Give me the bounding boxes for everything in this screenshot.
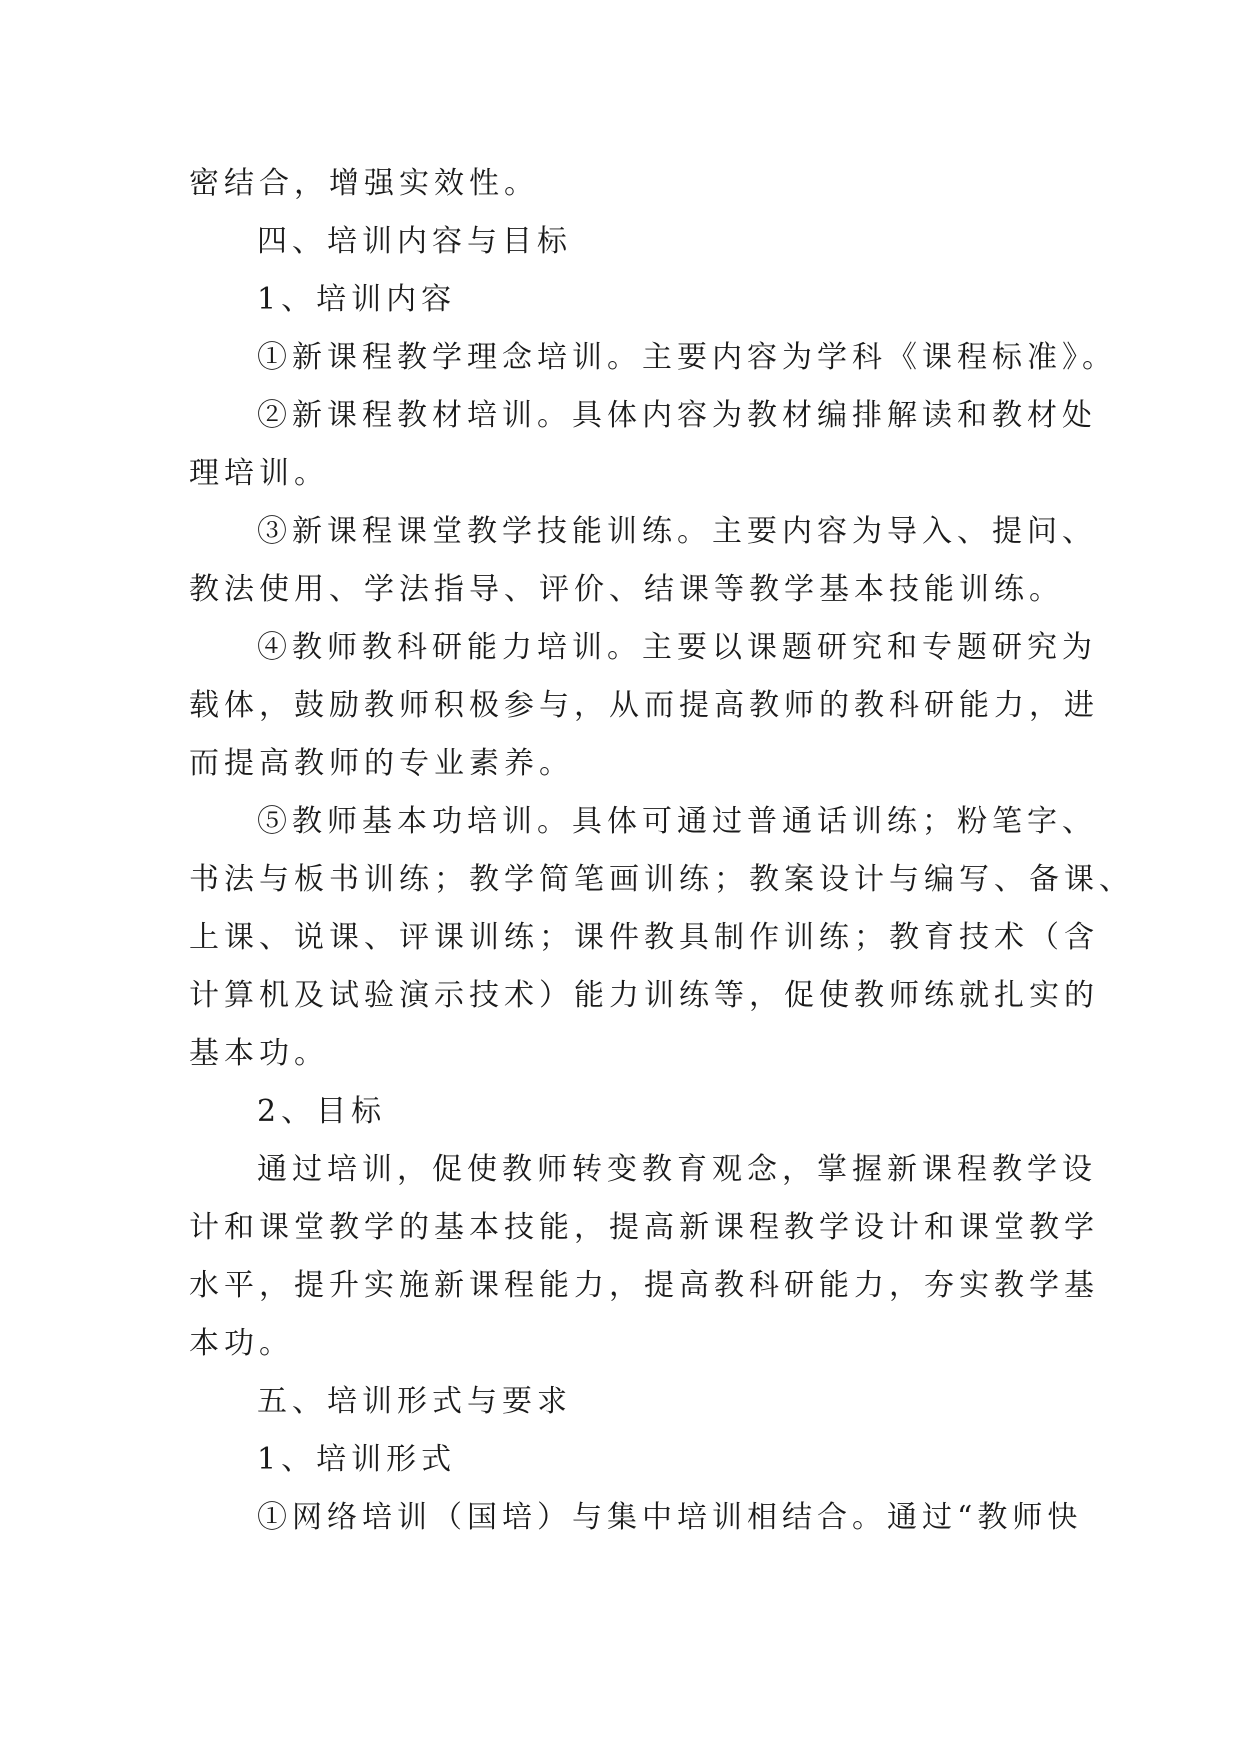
text-line: 载体，鼓励教师积极参与，从而提高教师的教科研能力，进 xyxy=(189,688,1099,723)
text-line: ①网络培训（国培）与集中培训相结合。通过“教师快 xyxy=(257,1500,1083,1535)
text-line: 计算机及试验演示技术）能力训练等，促使教师练就扎实的 xyxy=(189,978,1099,1013)
text-line: 通过培训，促使教师转变教育观念，掌握新课程教学设 xyxy=(257,1152,1097,1187)
text-line: 2、目标 xyxy=(257,1094,387,1129)
text-line: 理培训。 xyxy=(189,456,329,491)
text-line: 五、培训形式与要求 xyxy=(257,1384,572,1419)
text-line: 四、培训内容与目标 xyxy=(257,224,572,259)
text-line: 密结合，增强实效性。 xyxy=(189,166,539,201)
text-line: 教法使用、学法指导、评价、结课等教学基本技能训练。 xyxy=(189,572,1064,607)
text-line: 上课、说课、评课训练；课件教具制作训练；教育技术（含 xyxy=(189,920,1099,955)
text-line: ④教师教科研能力培训。主要以课题研究和专题研究为 xyxy=(257,630,1097,665)
text-line: 计和课堂教学的基本技能，提高新课程教学设计和课堂教学 xyxy=(189,1210,1099,1245)
text-line: ②新课程教材培训。具体内容为教材编排解读和教材处 xyxy=(257,398,1097,433)
text-line: 水平，提升实施新课程能力，提高教科研能力，夯实教学基 xyxy=(189,1268,1099,1303)
text-line: 基本功。 xyxy=(189,1036,329,1071)
document-body xyxy=(189,155,1134,1547)
text-line: ③新课程课堂教学技能训练。主要内容为导入、提问、 xyxy=(257,514,1097,549)
text-line: 而提高教师的专业素养。 xyxy=(189,746,574,781)
text-line: 1、培训形式 xyxy=(257,1442,457,1477)
text-line: 本功。 xyxy=(189,1326,294,1361)
text-line: ①新课程教学理念培训。主要内容为学科《课程标准》。 xyxy=(257,340,1117,375)
text-line: ⑤教师基本功培训。具体可通过普通话训练；粉笔字、 xyxy=(257,804,1097,839)
text-line: 书法与板书训练；教学简笔画训练；教案设计与编写、备课、 xyxy=(189,862,1134,897)
text-line: 1、培训内容 xyxy=(257,282,457,317)
